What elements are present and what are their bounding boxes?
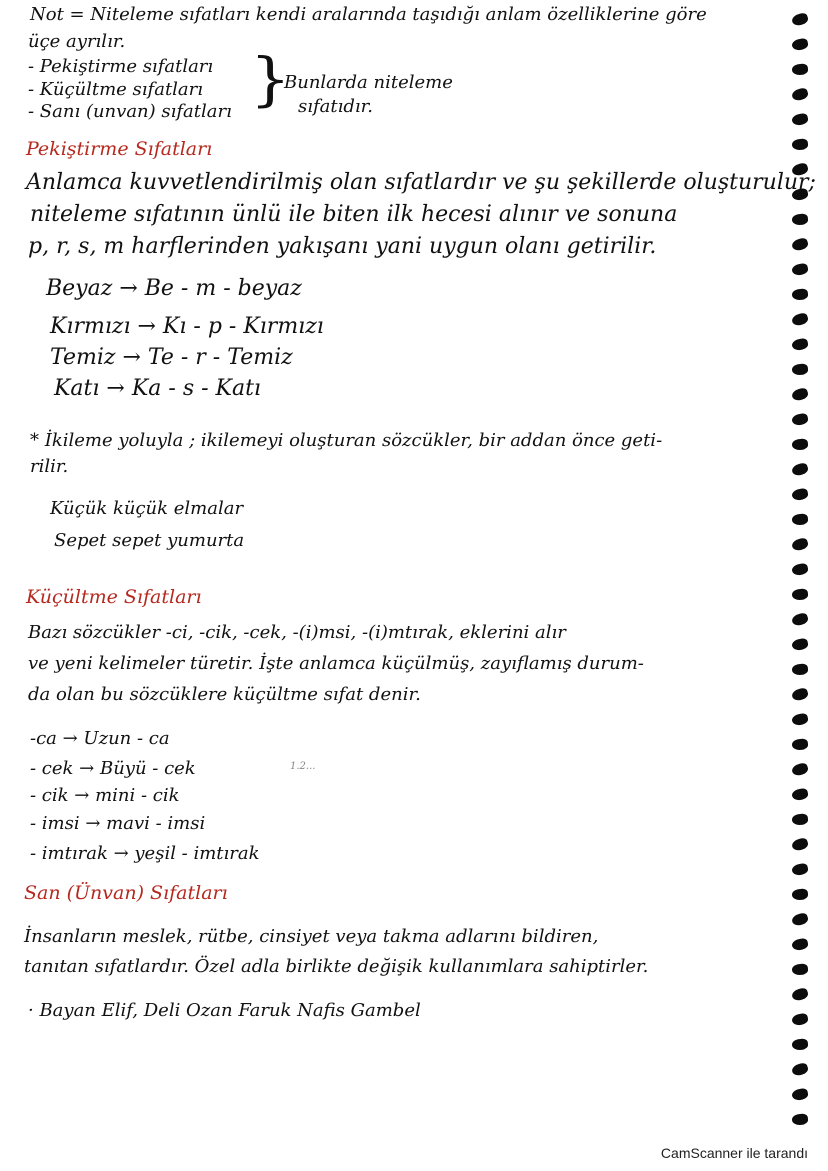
spiral-hole [791, 1062, 810, 1077]
kucultme-example-5: - imtırak → yeşil - imtırak [30, 843, 260, 864]
san-examples: · Bayan Elif, Deli Ozan Faruk Nafis Gambel [28, 1000, 421, 1021]
kucultme-example-1: -ca → Uzun - ca [30, 728, 170, 749]
kucultme-p1: Bazı sözcükler -ci, -cik, -cek, -(i)msi, -(i)mtırak, eklerini alır [28, 622, 566, 643]
spiral-hole [791, 513, 808, 526]
ikileme-line-2: rilir. [30, 456, 69, 477]
ikileme-line-1: * İkileme yoluyla ; ikilemeyi oluşturan sözcükler, bir addan önce geti- [30, 430, 663, 451]
curly-brace: } [250, 46, 291, 114]
pekistirme-p1: Anlamca kuvvetlendirilmiş olan sıfatlardır ve şu şekillerde oluşturulur; [26, 170, 816, 195]
note-line-2: üçe ayrılır. [28, 31, 126, 52]
spiral-hole [791, 387, 810, 402]
spiral-hole [791, 487, 809, 501]
spiral-hole [791, 12, 810, 27]
spiral-hole [791, 712, 809, 726]
spiral-hole [791, 87, 810, 102]
spiral-hole [791, 412, 809, 426]
spiral-hole [791, 262, 809, 276]
note-item-1: - Pekiştirme sıfatları [28, 56, 214, 77]
note-line-1: Not = Niteleme sıfatları kendi aralarında taşıdığı anlam özelliklerine göre [30, 4, 707, 25]
spiral-hole [791, 963, 808, 976]
spiral-hole [791, 1113, 808, 1126]
ikileme-example-1: Küçük küçük elmalar [50, 498, 244, 519]
spiral-hole [791, 213, 808, 226]
spiral-hole [791, 588, 808, 601]
spiral-hole [791, 687, 810, 702]
pekistirme-example-2: Kırmızı → Kı - p - Kırmızı [50, 314, 324, 339]
kucultme-example-2: - cek → Büyü - cek [30, 758, 196, 779]
heading-pekistirme: Pekiştirme Sıfatları [26, 138, 213, 160]
spiral-hole [791, 612, 810, 627]
brace-note-1: Bunlarda niteleme [284, 72, 453, 93]
spiral-hole [791, 912, 810, 927]
spiral-hole [791, 462, 810, 477]
spiral-hole [791, 1038, 808, 1051]
spiral-hole [791, 438, 808, 451]
spiral-hole [791, 663, 808, 676]
camscanner-watermark: CamScanner ile tarandı [660, 1145, 808, 1161]
pekistirme-example-3: Temiz → Te - r - Temiz [50, 345, 293, 370]
spiral-hole [791, 312, 810, 327]
spiral-hole [791, 837, 810, 852]
pekistirme-p2: niteleme sıfatının ünlü ile biten ilk hecesi alınır ve sonuna [30, 202, 678, 227]
spiral-hole [791, 288, 808, 301]
spiral-hole [791, 1087, 809, 1101]
spiral-hole [791, 862, 809, 876]
spiral-hole [791, 63, 808, 76]
spiral-hole [791, 888, 808, 901]
spiral-hole [791, 762, 810, 777]
spiral-hole [791, 537, 810, 552]
note-item-2: - Küçültme sıfatları [28, 79, 204, 100]
spiral-hole [791, 138, 808, 151]
spiral-hole [791, 813, 808, 826]
spiral-hole [791, 738, 808, 751]
san-p2: tanıtan sıfatlardır. Özel adla birlikte değişik kullanımlara sahiptirler. [24, 956, 649, 977]
spiral-hole [791, 337, 809, 351]
spiral-hole [791, 637, 809, 651]
kucultme-p3: da olan bu sözcüklere küçültme sıfat denir. [28, 684, 421, 705]
heading-san: San (Ünvan) Sıfatları [24, 882, 228, 904]
spiral-hole [791, 363, 808, 376]
kucultme-p2: ve yeni kelimeler türetir. İşte anlamca küçülmüş, zayıflamış durum- [28, 653, 644, 674]
note-item-3: - Sanı (unvan) sıfatları [28, 101, 232, 122]
faint-mark: 1.2... [290, 761, 316, 772]
kucultme-example-3: - cik → mini - cik [30, 785, 180, 806]
spiral-hole [791, 237, 810, 252]
kucultme-example-4: - imsi → mavi - imsi [30, 813, 206, 834]
ikileme-example-2: Sepet sepet yumurta [54, 530, 245, 551]
brace-note-2: sıfatıdır. [298, 96, 374, 117]
heading-kucultme: Küçültme Sıfatları [26, 586, 202, 608]
spiral-hole [791, 787, 809, 801]
spiral-hole [791, 987, 810, 1002]
pekistirme-example-1: Beyaz → Be - m - beyaz [46, 276, 302, 301]
pekistirme-p3: p, r, s, m harflerinden yakışanı yani uygun olanı getirilir. [28, 234, 657, 259]
spiral-hole [791, 562, 809, 576]
spiral-hole [791, 112, 809, 126]
spiral-hole [791, 937, 809, 951]
spiral-hole [791, 37, 809, 51]
san-p1: İnsanların meslek, rütbe, cinsiyet veya takma adlarını bildiren, [24, 926, 599, 947]
spiral-hole [791, 1012, 809, 1026]
pekistirme-example-4: Katı → Ka - s - Katı [54, 376, 261, 401]
